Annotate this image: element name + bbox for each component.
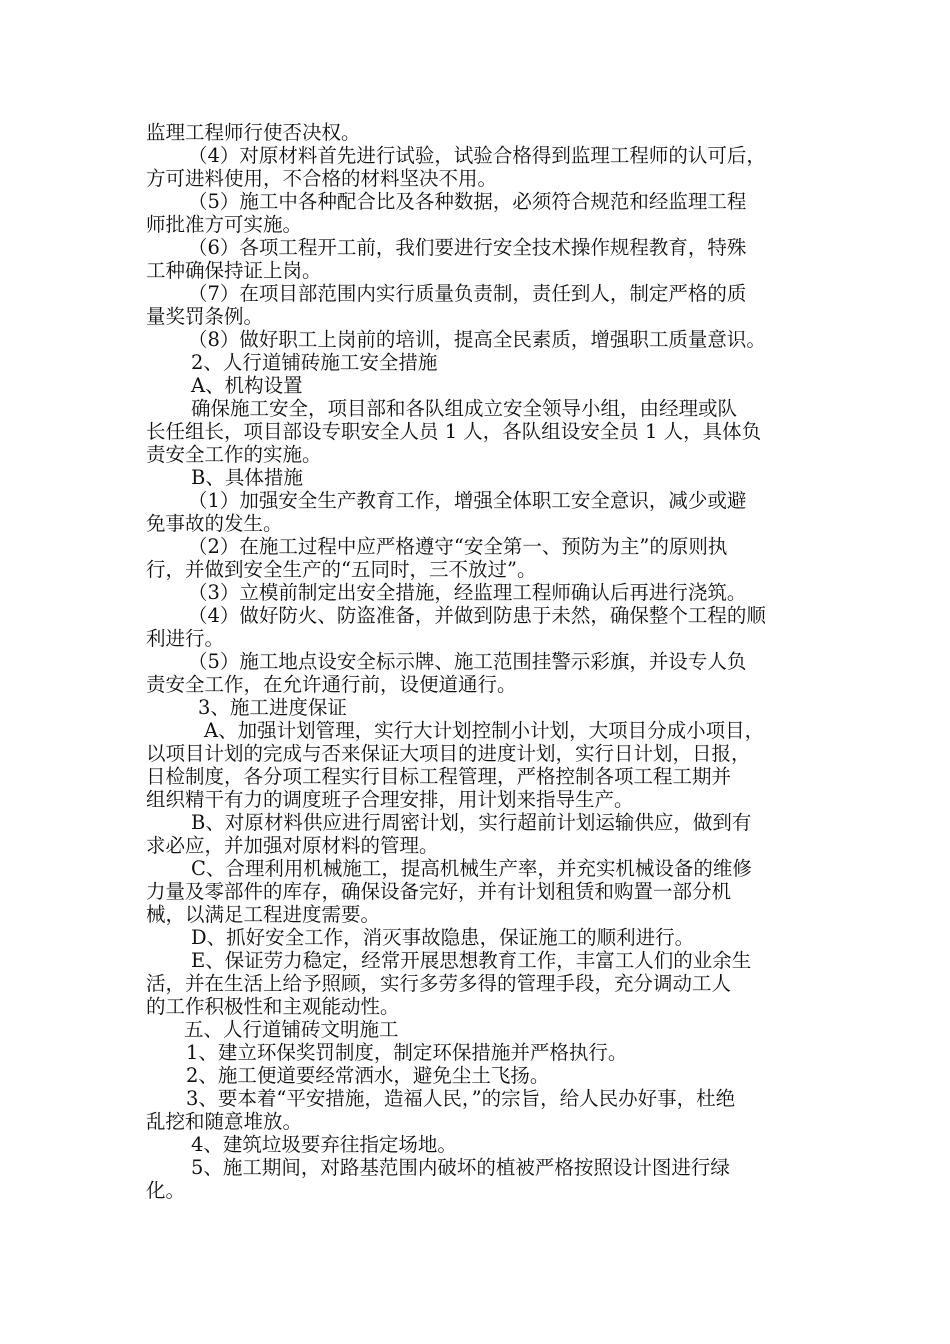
text-line: 乱挖和随意堆放。 xyxy=(146,1110,303,1133)
text-line: 5、施工期间，对路基范围内破坏的植被严格按照设计图进行绿 xyxy=(191,1156,730,1179)
text-line: （1）加强安全生产教育工作，增强全体职工安全意识，减少或避 xyxy=(188,489,747,512)
text-line: （8）做好职工上岗前的培训，提高全民素质，增强职工质量意识。 xyxy=(188,328,766,351)
text-line: 量奖罚条例。 xyxy=(146,305,264,328)
text-line: （4）对原材料首先进行试验，试验合格得到监理工程师的认可后， xyxy=(188,144,766,167)
text-line: 求必应，并加强对原材料的管理。 xyxy=(146,834,439,857)
text-line: （4）做好防火、防盗准备，并做到防患于未然，确保整个工程的顺 xyxy=(188,604,766,627)
text-line: 方可进料使用，不合格的材料坚决不用。 xyxy=(146,167,498,190)
text-line: 械，以满足工程进度需要。 xyxy=(146,903,381,926)
text-line: C、合理利用机械施工，提高机械生产率，并充实机械设备的维修 xyxy=(191,857,752,880)
text-line: 行，并做到安全生产的“五同时，三不放过”。 xyxy=(146,558,537,581)
text-line: 2、施工便道要经常洒水，避免尘土飞扬。 xyxy=(186,1064,550,1087)
text-line: 力量及零部件的库存，确保设备完好，并有计划租赁和购置一部分机 xyxy=(146,880,732,903)
text-line: 4、建筑垃圾要弃往指定场地。 xyxy=(191,1133,457,1156)
text-line: 监理工程师行使否决权。 xyxy=(146,121,361,144)
text-line: 活，并在生活上给予照顾，实行多劳多得的管理手段，充分调动工人 xyxy=(146,972,732,995)
text-line: B、对原材料供应进行周密计划，实行超前计划运输供应，做到有 xyxy=(191,811,752,834)
text-line: 责安全工作的实施。 xyxy=(146,443,322,466)
subsection-heading: B、具体措施 xyxy=(191,466,303,489)
subsection-heading: A、机构设置 xyxy=(191,374,303,397)
section-heading: 3、施工进度保证 xyxy=(198,696,347,719)
text-line: 确保施工安全，项目部和各队组成立安全领导小组，由经理或队 xyxy=(191,397,738,420)
text-line: 化。 xyxy=(146,1179,186,1202)
text-line: D、抓好安全工作，消灭事故隐患，保证施工的顺利进行。 xyxy=(191,926,695,949)
text-line: 长任组长，项目部设专职安全人员 1 人，各队组设安全员 1 人，具体负 xyxy=(146,420,762,443)
text-line: A、加强计划管理，实行大计划控制小计划，大项目分成小项目， xyxy=(204,719,765,742)
text-line: 免事故的发生。 xyxy=(146,512,283,535)
text-line: 日检制度，各分项工程实行目标工程管理，严格控制各项工程工期并 xyxy=(146,765,732,788)
text-line: 1、建立环保奖罚制度，制定环保措施并严格执行。 xyxy=(186,1041,628,1064)
text-line: （5）施工地点设安全标示牌、施工范围挂警示彩旗，并设专人负 xyxy=(188,650,747,673)
text-line: 师批准方可实施。 xyxy=(146,213,303,236)
text-line: （5）施工中各种配合比及各种数据，必须符合规范和经监理工程 xyxy=(188,190,747,213)
section-heading: 2、人行道铺砖施工安全措施 xyxy=(191,351,438,374)
document-page xyxy=(146,121,814,1202)
text-line: 的工作积极性和主观能动性。 xyxy=(146,995,400,1018)
section-heading: 五、人行道铺砖文明施工 xyxy=(184,1018,399,1041)
text-line: 以项目计划的完成与否来保证大项目的进度计划，实行日计划，日报， xyxy=(146,742,751,765)
text-line: 组织精干有力的调度班子合理安排，用计划来指导生产。 xyxy=(146,788,634,811)
text-line: 3、要本着“平安措施，造福人民，”的宗旨，给人民办好事，杜绝 xyxy=(186,1087,736,1110)
text-line: （3）立模前制定出安全措施，经监理工程师确认后再进行浇筑。 xyxy=(188,581,747,604)
text-line: E、保证劳力稳定，经常开展思想教育工作，丰富工人们的业余生 xyxy=(191,949,752,972)
text-line: （7）在项目部范围内实行质量负责制，责任到人，制定严格的质 xyxy=(188,282,747,305)
text-line: 责安全工作，在允许通行前，设便道通行。 xyxy=(146,673,517,696)
text-line: （2）在施工过程中应严格遵守“安全第一、预防为主”的原则执 xyxy=(188,535,728,558)
text-line: （6）各项工程开工前，我们要进行安全技术操作规程教育，特殊 xyxy=(188,236,747,259)
text-line: 工种确保持证上岗。 xyxy=(146,259,322,282)
text-line: 利进行。 xyxy=(146,627,225,650)
